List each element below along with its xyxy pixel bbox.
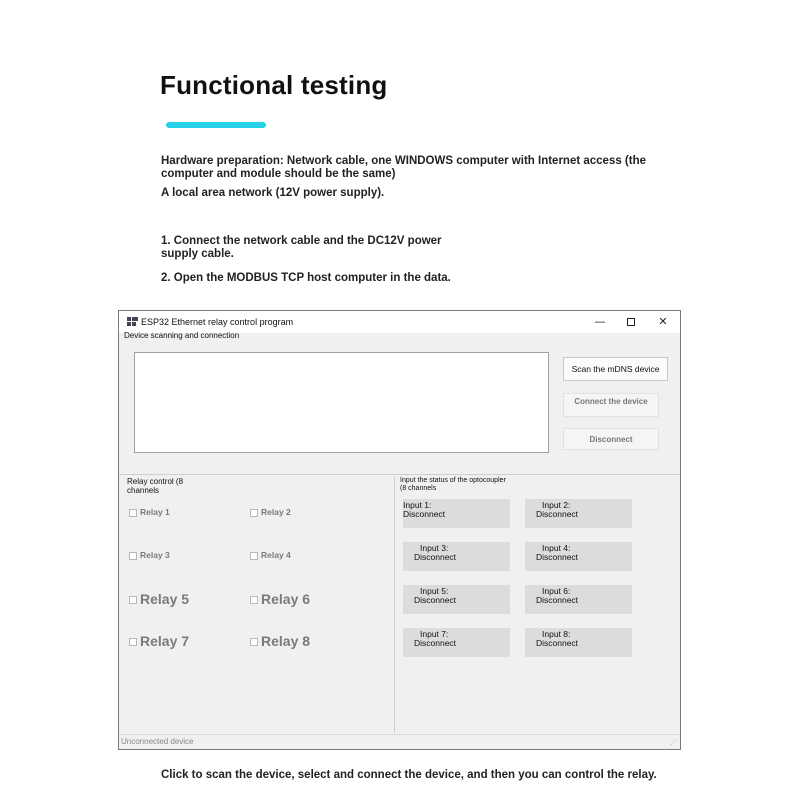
- input-3-status: Input 3: Disconnect: [403, 542, 510, 571]
- relay-label: Relay 6: [261, 591, 311, 607]
- checkbox-icon: [129, 596, 137, 604]
- maximize-icon: [627, 318, 635, 326]
- optocoupler-section-label: Input the status of the optocoupler (8 channels: [400, 477, 506, 492]
- connect-device-button[interactable]: Connect the device: [563, 393, 659, 417]
- relay-2-checkbox[interactable]: [250, 507, 291, 517]
- input-4-status: Input 4: Disconnect: [525, 542, 632, 571]
- checkbox-icon: [129, 509, 137, 517]
- input-6-status: Input 6: Disconnect: [525, 585, 632, 614]
- relay-control-window: [118, 310, 681, 750]
- relay-8-checkbox[interactable]: [250, 633, 310, 649]
- hardware-preparation-text: Hardware preparation: Network cable, one WINDOWS computer with Internet access (the computer and module should be the same): [161, 155, 647, 180]
- window-titlebar[interactable]: [119, 311, 680, 333]
- relay-label: Relay 4: [261, 550, 291, 560]
- scan-mdns-button[interactable]: Scan the mDNS device: [563, 357, 668, 381]
- checkbox-icon: [129, 638, 137, 646]
- input-5-status: Input 5: Disconnect: [403, 585, 510, 614]
- relay-7-checkbox[interactable]: [129, 633, 189, 649]
- relay-3-checkbox[interactable]: [129, 550, 170, 560]
- page-title: Functional testing: [160, 70, 388, 100]
- resize-grip-icon[interactable]: ⋰: [670, 740, 676, 746]
- status-bar: [119, 734, 680, 749]
- connection-status: Unconnected device: [121, 737, 194, 746]
- caption-text: Click to scan the device, select and connect the device, and then you can control the relay.: [161, 769, 657, 781]
- section-divider: [119, 474, 680, 475]
- relay-6-checkbox[interactable]: [250, 591, 310, 607]
- minimize-button[interactable]: —: [594, 315, 606, 328]
- relay-label: Relay 2: [261, 507, 291, 517]
- relay-label: Relay 7: [140, 633, 190, 649]
- app-icon: [127, 317, 138, 326]
- relay-label: Relay 8: [261, 633, 311, 649]
- input-8-status: Input 8: Disconnect: [525, 628, 632, 657]
- relay-4-checkbox[interactable]: [250, 550, 291, 560]
- relay-label: Relay 1: [140, 507, 170, 517]
- maximize-button[interactable]: [616, 313, 646, 331]
- close-button[interactable]: ✕: [658, 315, 668, 328]
- scan-section-label: Device scanning and connection: [124, 331, 240, 340]
- checkbox-icon: [250, 552, 258, 560]
- input-2-status: Input 2: Disconnect: [525, 499, 632, 528]
- relay-5-checkbox[interactable]: [129, 591, 189, 607]
- input-7-status: Input 7: Disconnect: [403, 628, 510, 657]
- window-title: ESP32 Ethernet relay control program: [141, 317, 294, 327]
- relay-1-checkbox[interactable]: [129, 507, 170, 517]
- checkbox-icon: [129, 552, 137, 560]
- relay-label: Relay 5: [140, 591, 190, 607]
- checkbox-icon: [250, 596, 258, 604]
- checkbox-icon: [250, 509, 258, 517]
- step-1-text: 1. Connect the network cable and the DC12V power supply cable.: [161, 235, 442, 260]
- panel-divider: [394, 476, 395, 733]
- relay-section-label: Relay control (8 channels: [127, 477, 184, 495]
- relay-label: Relay 3: [140, 550, 170, 560]
- lan-note-text: A local area network (12V power supply).: [161, 187, 385, 199]
- step-2-text: 2. Open the MODBUS TCP host computer in the data.: [161, 272, 451, 284]
- device-list[interactable]: [134, 352, 549, 453]
- input-1-status: Input 1: Disconnect: [403, 499, 510, 528]
- checkbox-icon: [250, 638, 258, 646]
- title-accent-bar: [166, 122, 266, 128]
- disconnect-button[interactable]: Disconnect: [563, 428, 659, 450]
